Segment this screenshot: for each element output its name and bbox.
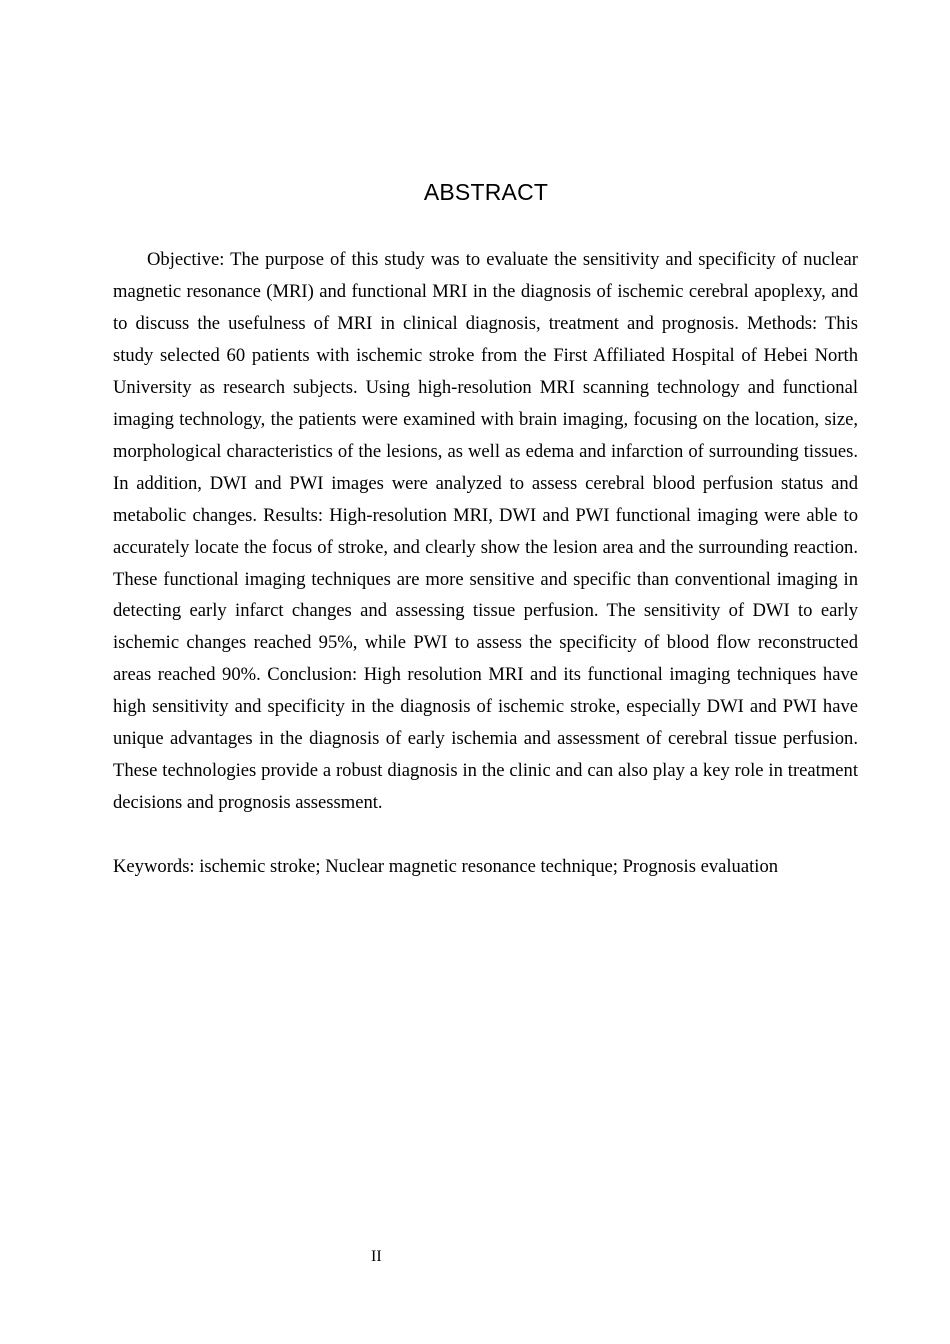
- abstract-body-paragraph: Objective: The purpose of this study was to evaluate the sensitivity and specificity of nuclear magnetic resonance (MRI) and functional MRI in the diagnosis of ischemic cerebral apoplexy, and to discuss the usefulness of MRI in clinical diagnosis, treatment and prognosis. Methods: This study selected 60 patients with ischemic stroke from the First Affiliated Hospital of Hebei North University as research subjects. Using high-resolution MRI scanning technology and functional imaging technology, the patients were examined with brain imaging, focusing on the location, size, morphological characteristics of the lesions, as well as edema and infarction of surrounding tissues. In addition, DWI and PWI images were analyzed to assess cerebral blood perfusion status and metabolic changes. Results: High-resolution MRI, DWI and PWI functional imaging were able to accurately locate the focus of stroke, and clearly show the lesion area and the surrounding reaction. These functional imaging techniques are more sensitive and specific than conventional imaging in detecting early infarct changes and assessing tissue perfusion. The sensitivity of DWI to early ischemic changes reached 95%, while PWI to assess the specificity of blood flow reconstructed areas reached 90%. Conclusion: High resolution MRI and its functional imaging techniques have high sensitivity and specificity in the diagnosis of ischemic stroke, especially DWI and PWI have unique advantages in the diagnosis of early ischemia and assessment of cerebral tissue perfusion. These technologies provide a robust diagnosis in the clinic and can also play a key role in treatment decisions and prognosis assessment.: [113, 249, 858, 814]
- keywords-line: Keywords: ischemic stroke; Nuclear magnetic resonance technique; Prognosis evaluation: [113, 856, 779, 877]
- page-number: II: [371, 1248, 382, 1265]
- abstract-heading: ABSTRACT: [423, 179, 549, 205]
